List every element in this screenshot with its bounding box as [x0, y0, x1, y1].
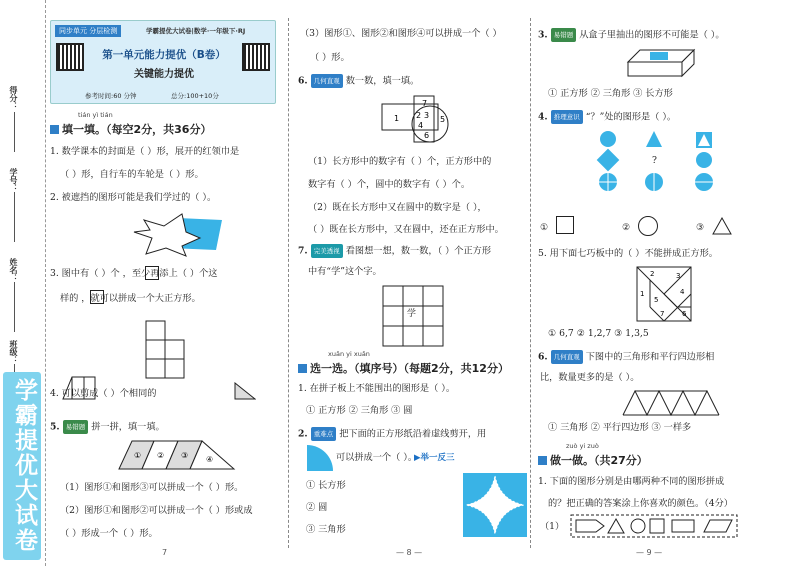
p9-q5: 5. 用下面七巧板中的（ ）不能拼成正方形。 [538, 248, 718, 259]
tag-perfect: 完美透视 [311, 244, 343, 258]
p8-q6-1a: （1）长方形中的数字有（ ）个，正方形中的 [308, 156, 492, 167]
exam-full-score: 总分:100+10分 [171, 92, 219, 100]
question-mark: ? [652, 155, 657, 166]
p7-q5-3: （ ）形成一个（ ）形。 [60, 528, 158, 539]
p8-s2: 2. 重难点 把下面的正方形纸沿着虚线剪开，用 [298, 428, 487, 440]
puzzle-pieces-figure [118, 440, 236, 470]
tag-geometric-intuition: 几何直观 [311, 74, 343, 88]
tangram-piece-2: 2 [650, 270, 655, 278]
section2-heading [298, 360, 509, 376]
student-id-label: 学号： [9, 168, 18, 192]
section2-title: 选一选。（填序号）（每题2分，共12分） [310, 362, 509, 375]
region-3: 3 [424, 111, 430, 120]
overlap-shapes-figure [380, 92, 452, 144]
binding-strip [0, 0, 46, 566]
section2-pinyin: xuǎn yi xuǎn [328, 350, 370, 358]
region-4: 4 [418, 121, 424, 130]
square-paper-figure [462, 472, 528, 538]
exam-time: 参考时间:60 分钟 [85, 92, 137, 100]
tag-reasoning: 推理意识 [551, 110, 583, 124]
p7-q3-line1: 3. 图中有（ ）个 ，至少再添上（ ）个这 [50, 268, 218, 279]
triangles-row-figure [622, 390, 722, 416]
section1-pinyin: tián yì tián [78, 111, 113, 119]
p8-q6-2b: （ ）既在长方形中，又在圆中，还在正方形中。 [308, 224, 504, 235]
tag-geometric-intuition-2: 几何直观 [551, 350, 583, 364]
p8-s2-text: 把下面的正方形纸沿着虚线剪开，用 [339, 428, 487, 440]
page-divider-2 [530, 18, 531, 548]
p9-q6-options: ① 三角形 ② 平行四边形 ③ 一样多 [548, 422, 692, 433]
tangram-piece-3: 3 [676, 272, 681, 280]
p9-q4-text: “？”处的图形是（ ）。 [585, 111, 677, 123]
p9-q6-line2: 比，数量更多的是（ ）。 [540, 372, 640, 383]
pattern-grid-figure [596, 128, 718, 192]
p7-q1-line1: 1. 数学课本的封面是（ ）形，展开的红领巾是 [50, 146, 240, 157]
region-6: 6 [424, 131, 430, 140]
name-line [14, 282, 15, 332]
id-line [14, 192, 15, 242]
one-example-link[interactable]: ▶举一反三 [414, 453, 455, 463]
score-line [14, 112, 15, 152]
option-square-icon [556, 216, 574, 234]
paper-subtitle: 关键能力提优 [134, 69, 194, 80]
section3-pinyin: zuò yi zuò [566, 442, 599, 450]
p7-q5-1: （1）图形①和图形③可以拼成一个（ ）形。 [60, 482, 244, 493]
brand-text: 学霸提优大试卷 [11, 378, 37, 553]
p9-q3-options: ① 正方形 ② 三角形 ③ 长方形 [548, 88, 673, 99]
qr-code-left[interactable] [56, 43, 84, 71]
grid-character: 学 [407, 309, 417, 319]
p9-q3-text: 从盒子里抽出的图形不可能是（ ）。 [579, 29, 725, 41]
p7-q5-text: 拼一拼，填一填。 [91, 421, 165, 433]
p9-d1-line1: 1. 下面的图形分别是由哪两种不同的图形拼成 [538, 476, 725, 487]
page-number-8: — 8 — [396, 548, 423, 557]
page-number-7: 7 [162, 548, 168, 557]
region-2: 2 [416, 111, 422, 120]
shape-options-strip [570, 514, 738, 538]
p8-s1: 1. 在拼子板上不能围出的图形是（ ）。 [298, 383, 456, 394]
p8-q6-1b: 数字有（ ）个，圆中的数字有（ ）个。 [308, 179, 471, 190]
region-7: 7 [422, 99, 428, 108]
box-figure [626, 46, 696, 78]
class-label: 班级： [9, 340, 18, 364]
qr-code-right[interactable] [242, 43, 270, 71]
name-label: 姓名： [9, 258, 18, 282]
header-card [50, 20, 276, 104]
p8-q6: 6. 几何直观 数一数，填一填。 [298, 75, 420, 87]
piece-label-4: ④ [206, 455, 214, 464]
tangram-piece-4: 4 [680, 288, 685, 296]
region-5: 5 [440, 115, 446, 124]
section-square-icon [50, 125, 59, 134]
p9-q6-text: 下图中的三角形和平行四边形相 [585, 351, 715, 363]
small-square-icon-2 [90, 290, 104, 304]
section1-heading [50, 121, 211, 137]
paper-title: 第一单元能力提优（B卷） [102, 49, 226, 61]
triangle-icon [234, 382, 256, 400]
tag-key-point: 重难点 [311, 427, 337, 441]
p8-s1-options: ① 正方形 ② 三角形 ③ 圆 [306, 405, 413, 416]
tangram-piece-5: 5 [654, 296, 659, 304]
p9-q4-opt1-num: ① [540, 222, 549, 233]
p7-q4: 4. 可以剪成（ ）个相同的 [50, 388, 157, 399]
piece-label-3: ③ [181, 451, 189, 460]
piece-label-2: ② [157, 451, 165, 460]
p9-q6: 6. 几何直观 下图中的三角形和平行四边形相 [538, 351, 715, 363]
cut-shape-figure [62, 376, 96, 400]
section3-title: 做一做。（共27分） [550, 454, 648, 467]
hidden-shape-figure [130, 212, 230, 258]
piece-label-1: ① [134, 451, 142, 460]
p9-q4-opt2-num: ② [622, 222, 631, 233]
tag-error-prone-2: 易错题 [551, 28, 577, 42]
p8-s2-opt2: ② 圆 [306, 502, 328, 513]
p7-q5-2: （2）图形①和图形②可以拼成一个（ ）形或成 [60, 505, 253, 516]
p9-q5-options: ① 6,7 ② 1,2,7 ③ 1,3,5 [548, 328, 649, 339]
p7-q2: 2. 被遮挡的图形可能是我们学过的（ ）。 [50, 192, 217, 203]
stacked-squares-figure [145, 320, 185, 384]
series-badge: 同步单元 分层检测 [55, 25, 121, 37]
p7-q1-line2: （ ）形，自行车的车轮是（ ）形。 [60, 169, 204, 180]
section3-heading [538, 452, 648, 468]
page-divider-1 [288, 18, 289, 548]
section-square-icon [538, 456, 547, 465]
p9-q4: 4. 推理意识 “？”处的图形是（ ）。 [538, 111, 677, 123]
p8-q3: （3）图形①、图形②和图形④可以拼成一个（ ） [300, 28, 502, 39]
page-number-9: — 9 — [636, 548, 663, 557]
score-label: 得分： [9, 86, 18, 110]
tangram-piece-6: 6 [682, 310, 687, 318]
p9-d1-label: （1） [540, 521, 565, 532]
brand-banner [3, 372, 41, 560]
p8-q6-text: 数一数，填一填。 [345, 75, 420, 87]
quarter-circle-icon [306, 444, 334, 472]
p8-q7-text: 看图想一想，数一数，（ ）个正方形 [345, 245, 492, 257]
p7-q5: 5. 易错题 拼一拼，填一填。 [50, 421, 165, 433]
tangram-piece-1: 1 [640, 290, 645, 298]
p9-d1-line2: 的？把正确的答案涂上你喜欢的颜色。（4分） [548, 498, 733, 509]
p8-q6-2a: （2）既在长方形中又在圆中的数字是（ ）， [308, 202, 487, 213]
p8-s2-opt1: ① 长方形 [306, 480, 346, 491]
p9-q3: 3. 易错题 从盒子里抽出的图形不可能是（ ）。 [538, 29, 725, 41]
option-circle-icon [638, 216, 658, 236]
small-square-icon [145, 266, 159, 280]
p8-s2-opt3: ③ 三角形 [306, 524, 346, 535]
p9-q4-opt3-num: ③ [696, 222, 705, 233]
tangram-figure [636, 266, 692, 322]
tangram-piece-7: 7 [660, 310, 665, 318]
tag-error-prone: 易错题 [63, 420, 89, 434]
p7-q3-line2: 样的 ，就可以拼成一个大正方形。 [60, 293, 201, 304]
p8-q7-line2: 中有“学”这个字。 [308, 266, 382, 277]
region-1: 1 [394, 114, 400, 123]
option-triangle-icon [712, 217, 732, 235]
p8-q3-line2: （ ）形。 [310, 52, 350, 63]
section-square-icon [298, 364, 307, 373]
section1-title: 填一填。（每空2分，共36分） [62, 123, 212, 136]
p8-s2-line2: 可以拼成一个（ ）。 [336, 452, 418, 463]
header-top-line: 学霸提优大试卷|数学·一年级下·RJ [146, 27, 246, 35]
p8-q7: 7. 完美透视 看图想一想，数一数，（ ）个正方形 [298, 245, 492, 257]
